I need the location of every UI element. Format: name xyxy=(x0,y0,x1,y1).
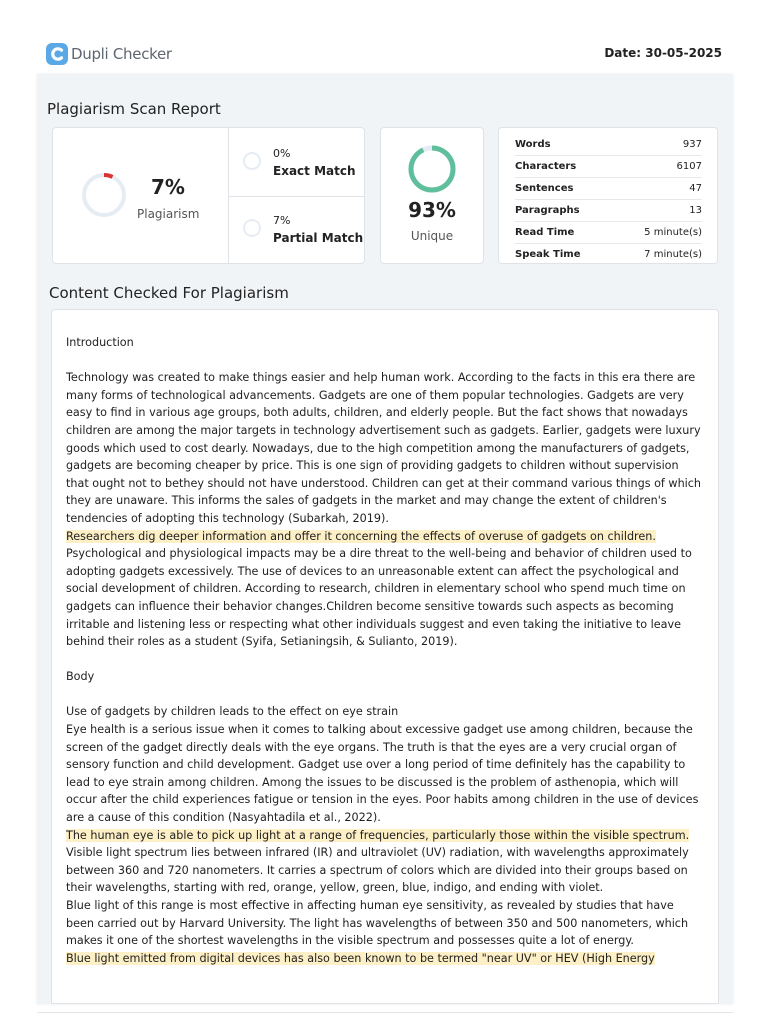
checked-content-text xyxy=(52,310,718,967)
report-header xyxy=(0,0,768,74)
paragraph: Blue light of this range is most effective in affecting human eye sensitivity, as revealed by studies that have been carried out by Harvard University. The light has wavelengths of between 350 and 500 nanometers, which makes it one of the shortest wavelengths in the visible spectrum and possesses quite a lot of energy. xyxy=(66,899,689,948)
dupli-checker-logo-icon xyxy=(46,43,68,65)
paragraph: Technology was created to make things easier and help human work. According to the facts in this era there are many forms of technological advancements. Gadgets are one of them popular technologies. Gadgets are very easy to find in various age groups, both adults, children, and elderly people. But the fact shows that nowadays children are among the major targets in technology advertisement such as gadgets. Earlier, gadgets were luxury goods which used to cost dearly. Nowadays, due to the high competition among the manufacturers of gadgets, gadgets are becoming cheaper by price. This is one sign of providing gadgets to children without supervision that ought not to bethey should not have understood. Children can get at their command various things of which they are unaware. This informs the sales of gadgets in the market and may change the extent of children's tendencies of adopting this technology (Subarkah, 2019). xyxy=(66,371,702,525)
body-heading: Body xyxy=(66,670,95,684)
report-panel xyxy=(37,74,733,1004)
highlighted-match: The human eye is able to pick up light at a range of frequencies, particularly those within the visible spectrum. xyxy=(66,828,690,842)
exact-match-ring-icon xyxy=(243,152,261,170)
plagiarism-summary-card xyxy=(52,127,365,264)
plagiarism-label: Plagiarism xyxy=(137,207,200,221)
paragraph-highlighted xyxy=(66,528,704,546)
report-title: Plagiarism Scan Report xyxy=(47,100,221,118)
exact-match xyxy=(229,128,365,195)
unique-percentage: 93% xyxy=(408,198,456,222)
text-statistics-card xyxy=(498,127,718,264)
unique-donut-chart xyxy=(406,143,458,195)
stat-value: 6107 xyxy=(676,161,702,172)
paragraph: Psychological and physiological impacts may be a dire threat to the well-being and behavior of children used to adopting gadgets excessively. The use of devices to an unreasonable extent can affect the psychological and social development of children. According to research, children in elementary school who spend much time on gadgets can influence their behavior changes.Children become sensitive towards such aspects as becoming irritable and listening less or respecting what other individuals suggest and even taking the initiative to leave behind their roles as a student (Syifa, Setianingsih, & Sulianto, 2019). xyxy=(66,547,692,649)
stat-value: 7 minute(s) xyxy=(644,249,702,260)
plagiarism-score xyxy=(53,128,228,263)
stat-value: 13 xyxy=(689,205,702,216)
exact-match-percentage: 0% xyxy=(273,147,291,160)
dupli-checker-logo xyxy=(46,43,172,65)
partial-match xyxy=(229,197,365,264)
footer-divider xyxy=(37,1012,733,1013)
report-date: Date: 30-05-2025 xyxy=(604,46,722,60)
paragraph-with-highlight xyxy=(66,827,704,897)
partial-match-percentage: 7% xyxy=(273,214,291,227)
intro-heading: Introduction xyxy=(66,336,134,349)
stat-label: Read Time xyxy=(515,227,575,238)
unique-summary-card xyxy=(380,127,484,264)
stat-value: 5 minute(s) xyxy=(644,227,702,238)
stat-row-paragraphs xyxy=(515,200,702,222)
stat-label: Words xyxy=(515,139,551,150)
partial-match-label: Partial Match xyxy=(273,231,364,245)
highlighted-match: Blue light emitted from digital devices has also been known to be termed "near UV" or HEV (High Energy xyxy=(66,951,655,965)
plagiarism-donut-track xyxy=(84,175,124,215)
checked-content-card xyxy=(51,309,719,1004)
partial-match-ring-icon xyxy=(243,219,261,237)
stat-row-sentences xyxy=(515,178,702,200)
stat-value: 47 xyxy=(689,183,702,194)
stat-label: Sentences xyxy=(515,183,574,194)
paragraph-highlighted xyxy=(66,950,704,968)
stat-row-characters xyxy=(515,156,702,178)
paragraph: Eye health is a serious issue when it comes to talking about excessive gadget use among children, because the screen of the gadget directly deals with the eye organs. The truth is that the eyes are a very crucial organ of sensory function and child development. Gadget use over a long period of time definitely has the capability to lead to eye strain among children. Among the issues to be discussed is the problem of asthenopia, which will occur after the child experiences fatigue or tension in the eyes. Poor habits among children in the use of devices are a cause of this condition (Nasyahtadila et al., 2022). xyxy=(66,723,699,825)
stat-row-words xyxy=(515,134,702,156)
plagiarism-donut-chart xyxy=(81,172,127,218)
stat-row-speak-time xyxy=(515,244,702,265)
content-section-title: Content Checked For Plagiarism xyxy=(49,284,289,302)
stat-row-read-time xyxy=(515,222,702,244)
unique-donut-arc xyxy=(411,148,453,190)
logo-text: Dupli Checker xyxy=(71,45,172,63)
exact-match-label: Exact Match xyxy=(273,164,356,178)
stat-value: 937 xyxy=(682,139,702,150)
unique-label: Unique xyxy=(410,229,454,243)
stat-label: Paragraphs xyxy=(515,205,580,216)
subheading: Use of gadgets by children leads to the effect on eye strain xyxy=(66,705,399,719)
stat-label: Characters xyxy=(515,161,577,172)
paragraph-text: Visible light spectrum lies between infrared (IR) and ultraviolet (UV) radiation, with wavelengths approximately between 360 and 720 nanometers. It carries a spectrum of colors which are divided into their groups based on their wavelengths, starting with red, orange, yellow, green, blue, indigo, and ending with violet. xyxy=(66,846,689,895)
highlighted-match: Researchers dig deeper information and offer it concerning the effects of overuse of gadgets on children. xyxy=(66,529,656,543)
stat-label: Speak Time xyxy=(515,249,581,260)
plagiarism-percentage: 7% xyxy=(151,175,185,199)
